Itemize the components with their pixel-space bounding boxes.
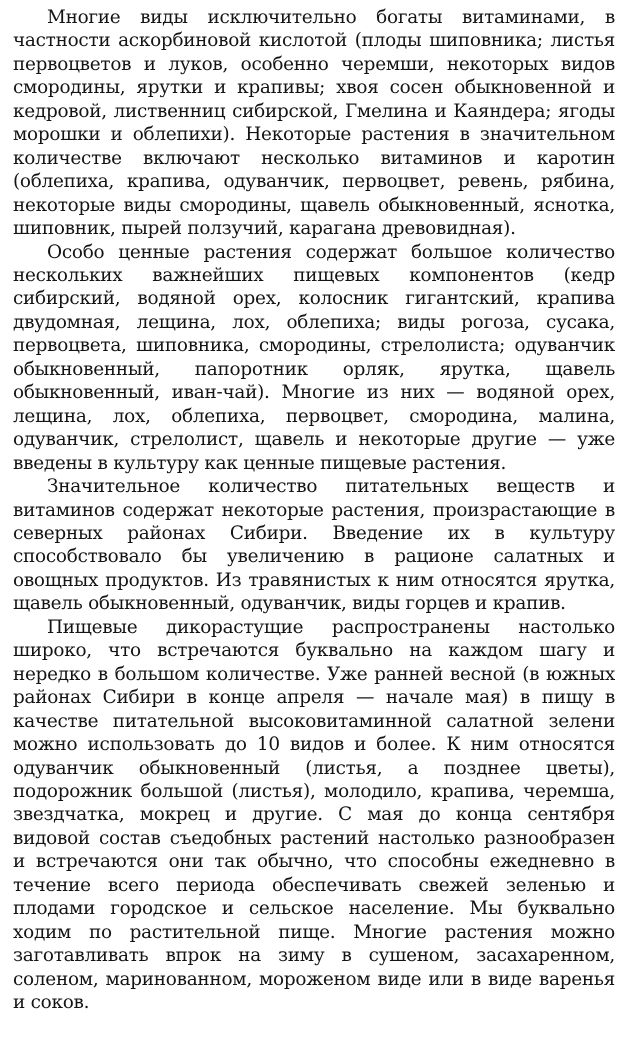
paragraph-vitamins: Многие виды исключительно богаты витаминами, в частности аскорбиновой кислотой (плоды шиповника; листья первоцветов и луков, особенно черемши, некоторых видов смородины, ярутки и крапивы; хвоя сосен обыкновенной и кедровой, лиственниц сибирской, Гмелина и Каяндера; ягоды морошки и облепихи). Некоторые растения в значительном количестве включают несколько витаминов и каротин (облепиха, крапива, одуванчик, первоцвет, ревень, рябина, некоторые виды смородины, щавель обыкновенный, яснотка, шиповник, пырей ползучий, карагана древовидная). bbox=[13, 7, 615, 240]
document-page bbox=[13, 6, 615, 1014]
paragraph-wild-food-plants: Пищевые дикорастущие распространены настолько широко, что встречаются буквально на каждом шагу и нередко в большом количестве. Уже ранней весной (в южных районах Сибири в конце апреля — начале мая) в пищу в качестве питательной высоковитаминной салатной зелени можно использовать до 10 видов и более. К ним относятся одуванчик обыкновенный (листья, а позднее цветы), подорожник большой (листья), молодило, крапива, черемша, звездчатка, мокрец и другие. С мая до конца сентября видовой состав съедобных растений настолько разнообразен и встречаются они так обычно, что способны ежедневно в течение всего периода обеспечивать свежей зеленью и плодами городское и сельское население. Мы буквально ходим по растительной пище. Многие растения можно заготавливать впрок на зиму в сушеном, засахаренном, соленом, маринованном, мороженом виде или в виде варенья и соков. bbox=[13, 616, 615, 1014]
paragraph-northern-plants: Значительное количество питательных веществ и витаминов содержат некоторые растения, произрастающие в северных районах Сибири. Введение их в культуру способствовало бы увеличению в рационе салатных и овощных продуктов. Из травянистых к ним относятся ярутка, щавель обыкновенный, одуванчик, виды горцев и крапив. bbox=[13, 476, 615, 615]
paragraph-valuable-plants: Особо ценные растения содержат большое количество нескольких важнейших пищевых компонентов (кедр сибирский, водяной орех, колосник гигантский, крапива двудомная, лещина, лох, облепиха; виды рогоза, сусака, первоцвета, шиповника, смородины, стрелолиста; одуванчик обыкновенный, папоротник орляк, ярутка, щавель обыкновенный, иван-чай). Многие из них — водяной орех, лещина, лох, облепиха, первоцвет, смородина, малина, одуванчик, стрелолист, щавель и некоторые другие — уже введены в культуру как ценные пищевые растения. bbox=[13, 241, 615, 474]
